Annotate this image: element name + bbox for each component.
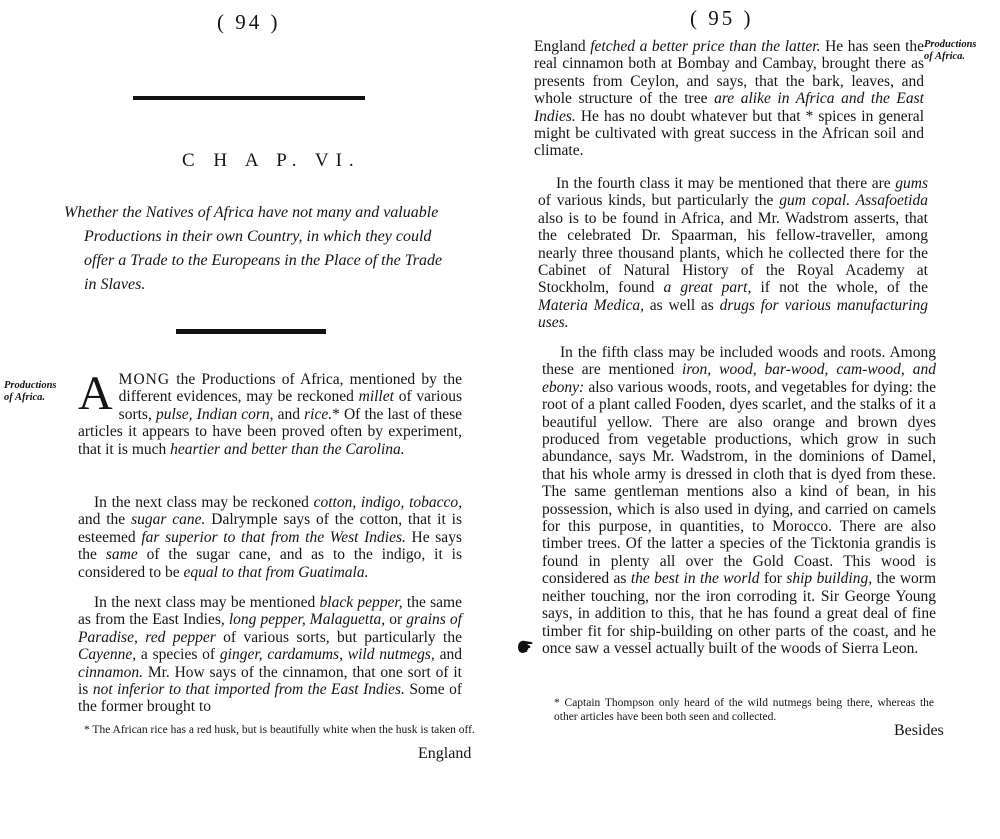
subtitle-line: Productions in their own Country, in which they could — [84, 228, 432, 245]
paragraph-2: In the next class may be reckoned cotton, indigo, tobacco, and the sugar cane. Dalrymple says of the cotton, that it is esteemed far superior to that from the West Indies. He says the same of the sugar cane, and as to the indigo, it is considered to be equal to that from Guatimala. — [78, 494, 463, 581]
ornament-rule — [176, 329, 326, 334]
manicule-icon — [516, 638, 534, 656]
catchword: England — [418, 745, 472, 762]
catchword: Besides — [894, 722, 944, 739]
page-number: ( 95 ) — [690, 6, 754, 30]
paragraph-3: In the fifth class may be included woods and roots. Among these are mentioned iron, wood, bar-wood, cam-wood, and ebony: also various woods, roots, and vegetables for dying: the root of a plant called Fooden, dyes scarlet, and the stalks of it a beautiful yellow. There are also orange and brown dyes produced from vegetable productions, which grow in such abundance, says Mr. Wadstrom, in the dominions of Damel, that his whole army is dressed in cloth that is dyed from these. The same gentleman mentions also a kind of bean, in his possession, which is also used in dying, and carried on camels for this purpose, in quantities, to Morocco. There are also timber trees. Of the latter a species of the Ticktonia grandis is found in plenty all over the Gold Coast. This wood is considered as the best in the world for ship building, the worm neither touching, nor the iron corroding it. Sir George Young says, in addition to this, that he has found a great deal of fine timber fit for ship-building on other parts of the coast, and he once saw a vessel actually built of the woods of Sierra Leon. — [542, 344, 937, 657]
footnote: * The African rice has a red husk, but is beautifully white when the husk is taken off. — [84, 724, 475, 736]
chapter-title: C H A P. VI. — [182, 150, 361, 171]
paragraph-1: AMONG the Productions of Africa, mentioned by the different evidences, may be reckoned millet of various sorts, pulse, Indian corn, and rice.* Of the last of these articles it appears to have been proved often by experiment, that it is much heartier and better than the Carolina. — [78, 367, 462, 458]
page-number: ( 94 ) — [217, 10, 281, 34]
right-page — [500, 0, 1000, 839]
paragraph-3: In the next class may be mentioned black pepper, the same as from the East Indies, long pepper, Malaguetta, or grains of Paradise, red pepper of various sorts, but particularly the Cayenne, a species of ginger, cardamums, wild nutmegs, and cinnamon. Mr. How says of the cinnamon, that one sort of it is not inferior to that imported from the East Indies. Some of the former brought to — [78, 594, 463, 716]
subtitle-line: offer a Trade to the Europeans in the Place of the Trade — [84, 252, 443, 269]
paragraph-1: England fetched a better price than the latter. He has seen the real cinnamon both at Bombay and Cambay, brought there as presents from Ceylon, and says, that the bark, leaves, and whole structure of the tree are alike in Africa and the East Indies. He has no doubt whatever but that * spices in general might be cultivated with great success in the African soil and climate. — [534, 38, 925, 160]
margin-note: Productions of Africa. — [4, 380, 57, 403]
subtitle-line: in Slaves. — [84, 276, 146, 293]
subtitle-line: Whether the Natives of Africa have not many and valuable — [64, 204, 439, 221]
margin-note: Productions of Africa. — [924, 39, 977, 62]
footnote: * Captain Thompson only heard of the wild nutmegs being there, whereas the other articles have been both seen and collected. — [554, 697, 934, 723]
drop-cap: A — [78, 367, 113, 420]
chapter-subtitle — [64, 201, 474, 297]
top-rule — [133, 96, 365, 100]
paragraph-2: In the fourth class it may be mentioned that there are gums of various kinds, but particularly the gum copal. Assafoetida also is to be found in Africa, and Mr. Wadstrom asserts, that the celebrated Dr. Spaarman, his fellow-traveller, among nearly three thousand plants, which he collected there for the Cabinet of Natural History of the Royal Academy at Stockholm, found a great part, if not the whole, of the Materia Medica, as well as drugs for various manufacturing uses. — [538, 175, 928, 332]
